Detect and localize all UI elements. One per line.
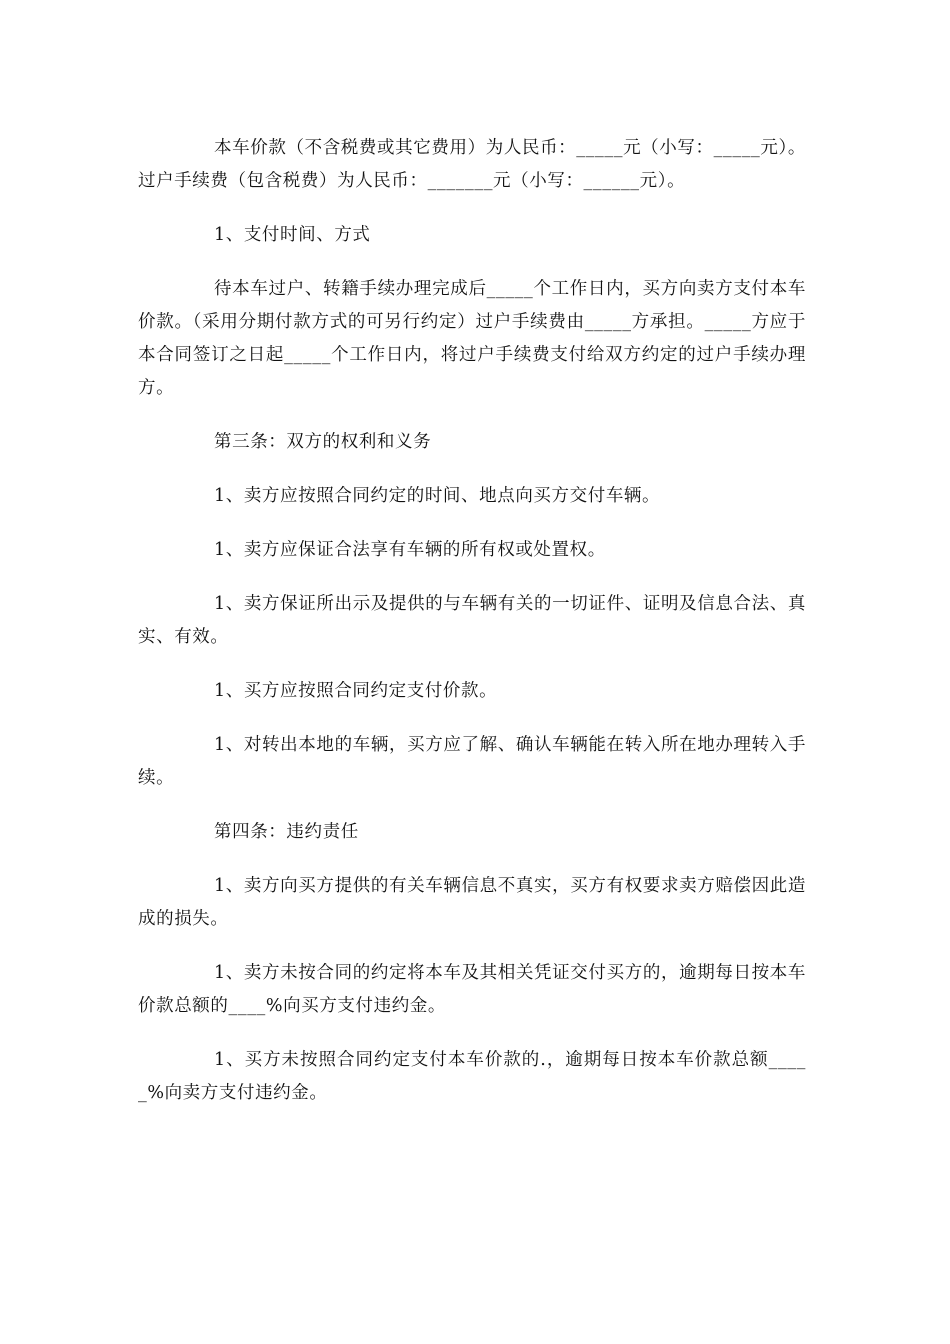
seller-delivery-clause: 1、卖方应按照合同约定的时间、地点向买方交付车辆。: [214, 486, 661, 506]
seller-documents-clause: 1、卖方保证所出示及提供的与车辆有关的一切证件、证明及信息合法、真实、有效。: [138, 594, 806, 647]
buyer-late-payment-clause: 1、买方未按照合同约定支付本车价款的.，逾期每日按本车价款总额_____%向卖方支付违约金。: [138, 1050, 806, 1103]
payment-heading: 1、支付时间、方式: [214, 225, 371, 245]
false-info-clause: 1、卖方向买方提供的有关车辆信息不真实，买方有权要求卖方赔偿因此造成的损失。: [138, 876, 806, 929]
buyer-transfer-clause: 1、对转出本地的车辆，买方应了解、确认车辆能在转入所在地办理转入手续。: [138, 735, 806, 788]
article-three-heading: 第三条：双方的权利和义务: [214, 432, 432, 452]
payment-paragraph: 待本车过户、转籍手续办理完成后_____个工作日内，买方向卖方支付本车价款。（采用分期付款方式的可另行约定）过户手续费由_____方承担。_____方应于本合同签订之日起_____个工作日内，将过户手续费支付给双方约定的过户手续办理方。: [138, 279, 806, 398]
seller-late-delivery-clause: 1、卖方未按合同的约定将本车及其相关凭证交付买方的，逾期每日按本车价款总额的____%向买方支付违约金。: [138, 963, 806, 1016]
seller-ownership-clause: 1、卖方应保证合法享有车辆的所有权或处置权。: [214, 540, 606, 560]
article-four-heading: 第四条：违约责任: [214, 822, 359, 842]
price-paragraph: 本车价款（不含税费或其它费用）为人民币：_____元（小写：_____元）。过户手续费（包含税费）为人民币：_______元（小写：______元）。: [138, 138, 806, 191]
buyer-payment-clause: 1、买方应按照合同约定支付价款。: [214, 681, 498, 701]
document-body: [138, 132, 806, 1131]
